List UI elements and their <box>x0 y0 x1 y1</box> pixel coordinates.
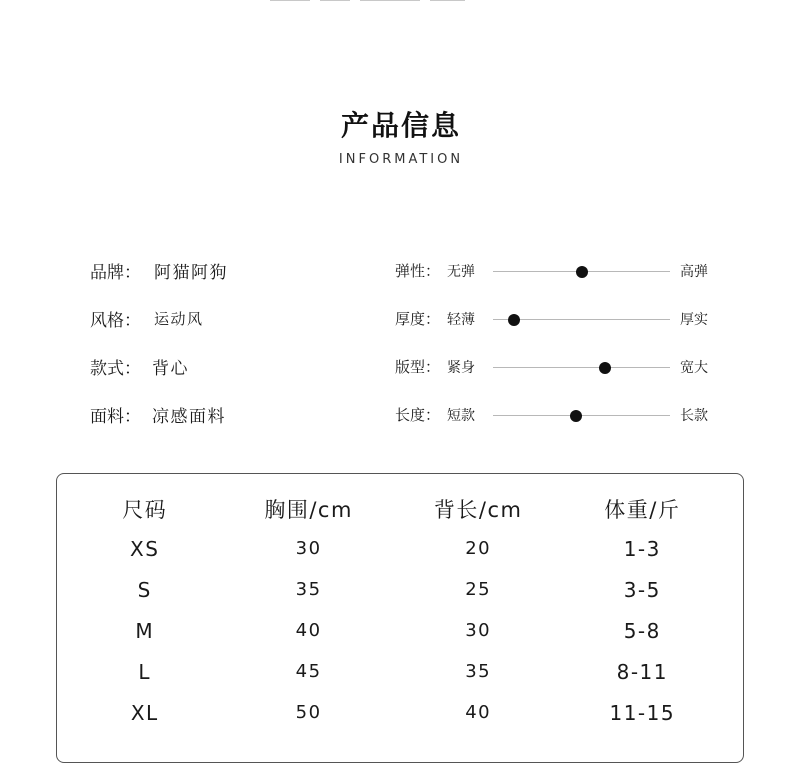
cell-chest: 30 <box>295 538 322 559</box>
scale-high-label: 长款 <box>680 408 708 424</box>
info-label: 面料： <box>90 407 141 427</box>
attribute-scales <box>395 260 725 452</box>
cell-weight: 8-11 <box>616 659 668 684</box>
info-row-style <box>90 306 228 354</box>
scale-low-label: 轻薄 <box>447 312 475 328</box>
table-row <box>87 610 743 651</box>
cell-chest: 40 <box>295 620 322 641</box>
column-header-chest: 胸围/cm <box>264 498 353 522</box>
scale-marker <box>508 314 520 326</box>
section-heading <box>0 104 790 167</box>
product-info-list <box>90 258 228 450</box>
scale-name: 长度： <box>395 406 441 424</box>
info-value: 运动风 <box>154 310 204 328</box>
scale-length <box>395 404 725 452</box>
scale-low-label: 短款 <box>447 408 475 424</box>
cell-back-length: 20 <box>465 538 492 559</box>
scale-elasticity <box>395 260 725 308</box>
cell-size: M <box>135 618 155 643</box>
table-header-row <box>87 490 743 528</box>
cell-weight: 5-8 <box>623 618 661 643</box>
table-row <box>87 651 743 692</box>
scale-high-label: 厚实 <box>680 312 708 328</box>
cell-weight: 1-3 <box>623 536 661 561</box>
column-header-back-length: 背长/cm <box>433 498 523 522</box>
scale-name: 版型： <box>395 358 441 376</box>
cell-chest: 45 <box>295 661 322 682</box>
scale-marker <box>570 410 582 422</box>
info-value: 阿猫阿狗 <box>154 263 228 283</box>
cell-back-length: 30 <box>465 620 492 641</box>
info-row-fabric <box>90 402 228 450</box>
column-header-size: 尺码 <box>122 498 168 522</box>
table-row <box>87 692 743 733</box>
scale-name: 弹性： <box>395 262 441 280</box>
cell-size: XL <box>130 700 159 725</box>
section-subtitle: INFORMATION <box>338 152 464 167</box>
scale-fit <box>395 356 725 404</box>
info-row-brand <box>90 258 228 306</box>
cell-back-length: 35 <box>465 661 492 682</box>
cell-back-length: 40 <box>465 702 492 723</box>
section-title: 产品信息 <box>340 109 461 142</box>
info-label: 品牌： <box>90 263 141 283</box>
info-label: 款式： <box>90 359 141 379</box>
scale-low-label: 紧身 <box>447 360 475 376</box>
column-header-weight: 体重/斤 <box>604 498 681 522</box>
scale-low-label: 无弹 <box>447 264 475 280</box>
cell-size: S <box>137 577 152 602</box>
info-row-type <box>90 354 228 402</box>
cell-size: L <box>138 659 152 684</box>
cell-size: XS <box>130 536 160 561</box>
scale-track <box>493 367 670 368</box>
scale-thickness <box>395 308 725 356</box>
size-chart <box>56 473 744 763</box>
scale-name: 厚度： <box>395 310 441 328</box>
cell-chest: 35 <box>295 579 322 600</box>
info-label: 风格： <box>90 311 141 331</box>
cell-chest: 50 <box>295 702 322 723</box>
cell-back-length: 25 <box>465 579 492 600</box>
cropped-header-fragment <box>270 0 520 4</box>
scale-marker <box>576 266 588 278</box>
scale-marker <box>599 362 611 374</box>
scale-high-label: 宽大 <box>680 360 708 376</box>
info-value: 凉感面料 <box>152 407 226 427</box>
size-table <box>87 490 743 733</box>
cell-weight: 3-5 <box>623 577 661 602</box>
info-value: 背心 <box>152 359 189 379</box>
scale-high-label: 高弹 <box>680 264 708 280</box>
cell-weight: 11-15 <box>609 700 676 725</box>
table-row <box>87 569 743 610</box>
table-row <box>87 528 743 569</box>
